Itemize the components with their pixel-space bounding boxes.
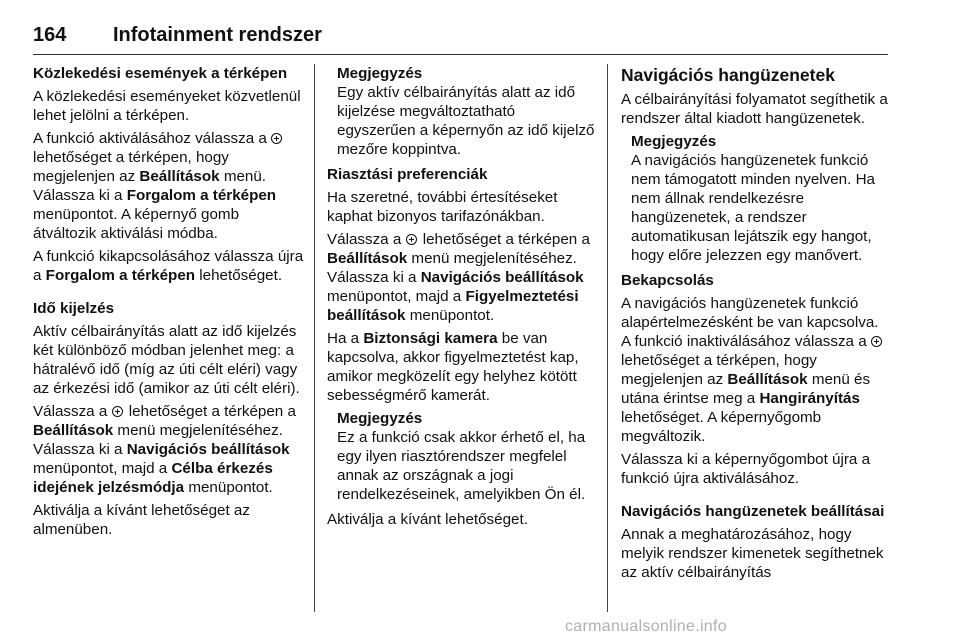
note-body: A navigációs hangüzenetek funkció nem támogatott minden nyelven. Ha nem állnak rendelkezésre hangüzenetek, a rendszer automatikusan lejátszik egy hangot, hogy előre jelezzen egy manővert. [631, 152, 875, 264]
section-heading: Közlekedési események a térképen [33, 65, 288, 82]
crosshair-icon [271, 133, 282, 144]
page-header [33, 22, 888, 55]
section-heading: Idő kijelzés [33, 300, 115, 317]
page-title: Infotainment rendszer [113, 24, 322, 46]
paragraph: Válassza a lehetőséget a térképen a Beállítások menü megjelenítéséhez. Válassza ki a Navigációs beállítások menüpontot, majd a Célba érkezés idejének jelzésmódja menüpontot. [33, 403, 296, 496]
note-box [327, 409, 595, 504]
note-title: Megjegyzés [631, 133, 717, 150]
column-middle [327, 64, 595, 533]
column-divider [314, 64, 315, 612]
note-title: Megjegyzés [337, 65, 423, 82]
paragraph: Ha szeretné, további értesítéseket kaphat bizonyos tarifazónákban. [327, 189, 558, 225]
watermark: carmanualsonline.info [565, 618, 727, 635]
note-body: Ez a funkció csak akkor érhető el, ha egy ilyen riasztórendszer megfelel annak az országnak a jogi rendelkezéseinek, amelyikben Ön él. [337, 429, 586, 503]
page-number: 164 [33, 24, 67, 46]
paragraph: A funkció aktiválásához válassza a lehetőséget a térképen, hogy megjelenjen az Beállítások menü. Válassza ki a Forgalom a térképen menüpontot. A képernyő gomb átváltozik aktiválási módba. [33, 129, 305, 243]
note-title: Megjegyzés [337, 410, 423, 427]
section-heading: Navigációs hangüzenetek beállításai [621, 503, 885, 520]
column-left [33, 64, 305, 543]
paragraph: A célbairányítási folyamatot segíthetik a rendszer által kiadott hangüzenetek. [621, 91, 888, 127]
column-divider [607, 64, 608, 612]
paragraph: Aktiválja a kívánt lehetőséget az almenüben. [33, 502, 250, 538]
paragraph: Annak a meghatározásához, hogy melyik rendszer kimenetek segíthetnek az aktív célbairányítás [621, 526, 884, 581]
note-box [621, 132, 889, 265]
paragraph: Válassza ki a képernyőgombot újra a funkció újra aktiválásához. [621, 451, 871, 487]
paragraph: Válassza a lehetőséget a térképen a Beállítások menü megjelenítéséhez. Válassza ki a Navigációs beállítások menüpontot, majd a Figyelmeztetési beállítások menüpontot. [327, 231, 590, 324]
section-heading: Bekapcsolás [621, 272, 714, 289]
note-box [327, 64, 595, 159]
paragraph: Aktív célbairányítás alatt az idő kijelzés két különböző módban jelenhet meg: a hátralévő idő (míg az úti célt eléri) vagy az érkezési idő (amikor az úti célt eléri). [33, 323, 300, 397]
column-right [621, 64, 889, 586]
crosshair-icon [112, 406, 123, 417]
paragraph: A navigációs hangüzenetek funkció alapértelmezésként be van kapcsolva. A funkció inaktiválásához válassza a lehetőséget a térképen, hogy megjelenjen az Beállítások menü és utána érintse meg a Hangirányítás lehetőséget. A képernyőgomb megváltozik. [621, 294, 889, 446]
paragraph: Ha a Biztonsági kamera be van kapcsolva, akkor figyelmeztetést kap, amikor megközelít egy helyhez kötött sebességmérő kamerát. [327, 330, 579, 404]
paragraph: Aktiválja a kívánt lehetőséget. [327, 511, 528, 528]
section-heading: Riasztási preferenciák [327, 166, 488, 183]
paragraph: A funkció kikapcsolásához válassza újra a Forgalom a térképen lehetőséget. [33, 248, 304, 284]
note-body: Egy aktív célbairányítás alatt az idő kijelzése megváltoztatható egyszerűen a képernyőn az idő kijelző mezőre koppintva. [337, 84, 595, 158]
crosshair-icon [406, 234, 417, 245]
crosshair-icon [871, 336, 882, 347]
paragraph: A közlekedési eseményeket közvetlenül lehet jelölni a térképen. [33, 88, 301, 124]
section-heading: Navigációs hangüzenetek [621, 65, 835, 85]
